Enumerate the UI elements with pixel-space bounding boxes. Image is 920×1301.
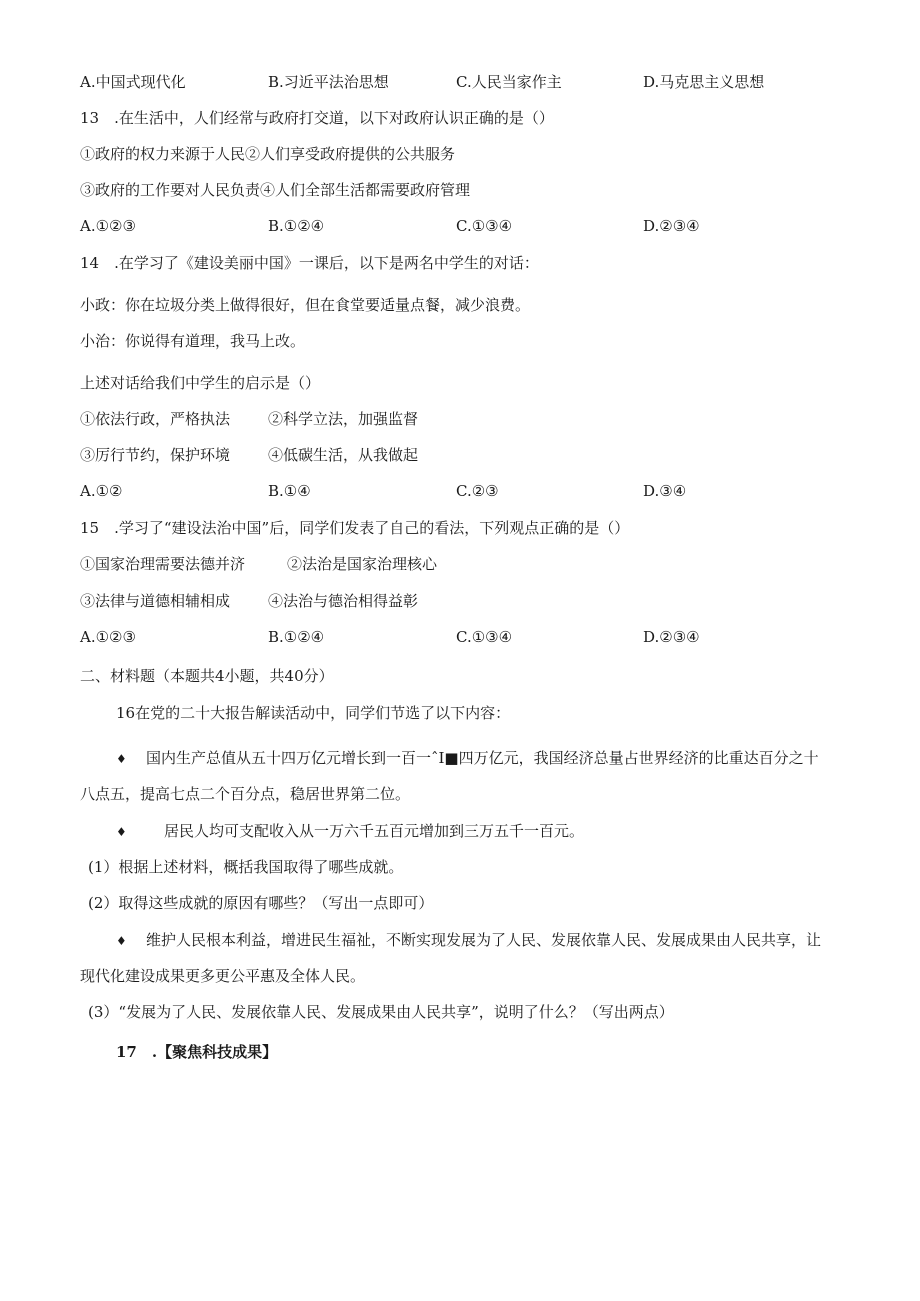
q13-statement-line-1: ①政府的权力来源于人民②人们享受政府提供的公共服务 — [80, 145, 456, 163]
q16-bullet-1-line-1: 国内生产总值从五十四万亿元增长到一百一ˆI■四万亿元，我国经济总量占世界经济的比重达百分之十 — [146, 749, 819, 767]
q15-option-d: D.②③④ — [643, 628, 700, 646]
q14-item-4: ④低碳生活，从我做起 — [268, 446, 419, 464]
section-2-heading: 二、材料题（本题共4小题，共40分） — [80, 667, 334, 685]
q14-item-3: ③厉行节约，保护环境 — [80, 446, 231, 464]
q13-stem: 13 .在生活中，人们经常与政府打交道，以下对政府认识正确的是（） — [80, 109, 554, 127]
q14-dialog-line-2: 小治：你说得有道理，我马上改。 — [80, 332, 306, 350]
bullet-icon: ♦ — [116, 825, 127, 839]
q15-option-c: C.①③④ — [456, 628, 513, 646]
bullet-icon: ♦ — [116, 934, 127, 948]
q14-option-a: A.①② — [80, 482, 123, 500]
q14-option-c: C.②③ — [456, 482, 499, 500]
q13-option-b: B.①②④ — [268, 217, 325, 235]
q13-option-d: D.②③④ — [643, 217, 700, 235]
q13-option-a: A.①②③ — [80, 217, 136, 235]
q14-item-2: ②科学立法，加强监督 — [268, 410, 419, 428]
q15-stem: 15 .学习了“建设法治中国”后，同学们发表了自己的看法，下列观点正确的是（） — [80, 519, 630, 537]
q12-option-a: A.中国式现代化 — [80, 73, 186, 91]
q14-option-d: D.③④ — [643, 482, 687, 500]
bullet-icon: ♦ — [116, 752, 127, 766]
q12-option-d: D.马克思主义思想 — [643, 73, 765, 91]
q15-item-2: ②法治是国家治理核心 — [287, 555, 438, 573]
q13-statement-line-2: ③政府的工作要对人民负责④人们全部生活都需要政府管理 — [80, 181, 471, 199]
q16-sub-question-2: (2）取得这些成就的原因有哪些？（写出一点即可） — [88, 894, 434, 912]
q16-sub-question-3: (3）“发展为了人民、发展依靠人民、发展成果由人民共享”，说明了什么？（写出两点） — [88, 1003, 674, 1021]
q16-sub-question-1: (1）根据上述材料，概括我国取得了哪些成就。 — [88, 858, 404, 876]
q16-bullet-1-line-2: 八点五，提高七点二个百分点，稳居世界第二位。 — [80, 785, 411, 803]
q14-question: 上述对话给我们中学生的启示是（） — [80, 374, 321, 392]
q14-option-b: B.①④ — [268, 482, 311, 500]
q12-option-c: C.人民当家作主 — [456, 73, 562, 91]
q15-option-a: A.①②③ — [80, 628, 136, 646]
q13-option-c: C.①③④ — [456, 217, 513, 235]
q16-bullet-2: 居民人均可支配收入从一万六千五百元增加到三万五千一百元。 — [164, 822, 585, 840]
q16-bullet-3-line-1: 维护人民根本利益，增进民生福祉，不断实现发展为了人民、发展依靠人民、发展成果由人民共享，让 — [146, 931, 822, 949]
q15-item-4: ④法治与德治相得益彰 — [268, 592, 419, 610]
q12-option-b: B.习近平法治思想 — [268, 73, 389, 91]
q17-title: 17 .【聚焦科技成果】 — [116, 1043, 278, 1061]
q15-option-b: B.①②④ — [268, 628, 325, 646]
q15-item-3: ③法律与道德相辅相成 — [80, 592, 231, 610]
q16-intro: 16在党的二十大报告解读活动中，同学们节选了以下内容： — [116, 704, 511, 722]
q14-dialog-line-1: 小政：你在垃圾分类上做得很好，但在食堂要适量点餐，减少浪费。 — [80, 296, 531, 314]
q14-item-1: ①依法行政，严格执法 — [80, 410, 231, 428]
q15-item-1: ①国家治理需要法德并济 — [80, 555, 246, 573]
q14-stem: 14 .在学习了《建设美丽中国》一课后，以下是两名中学生的对话： — [80, 254, 539, 272]
q16-bullet-3-line-2: 现代化建设成果更多更公平惠及全体人民。 — [80, 967, 366, 985]
